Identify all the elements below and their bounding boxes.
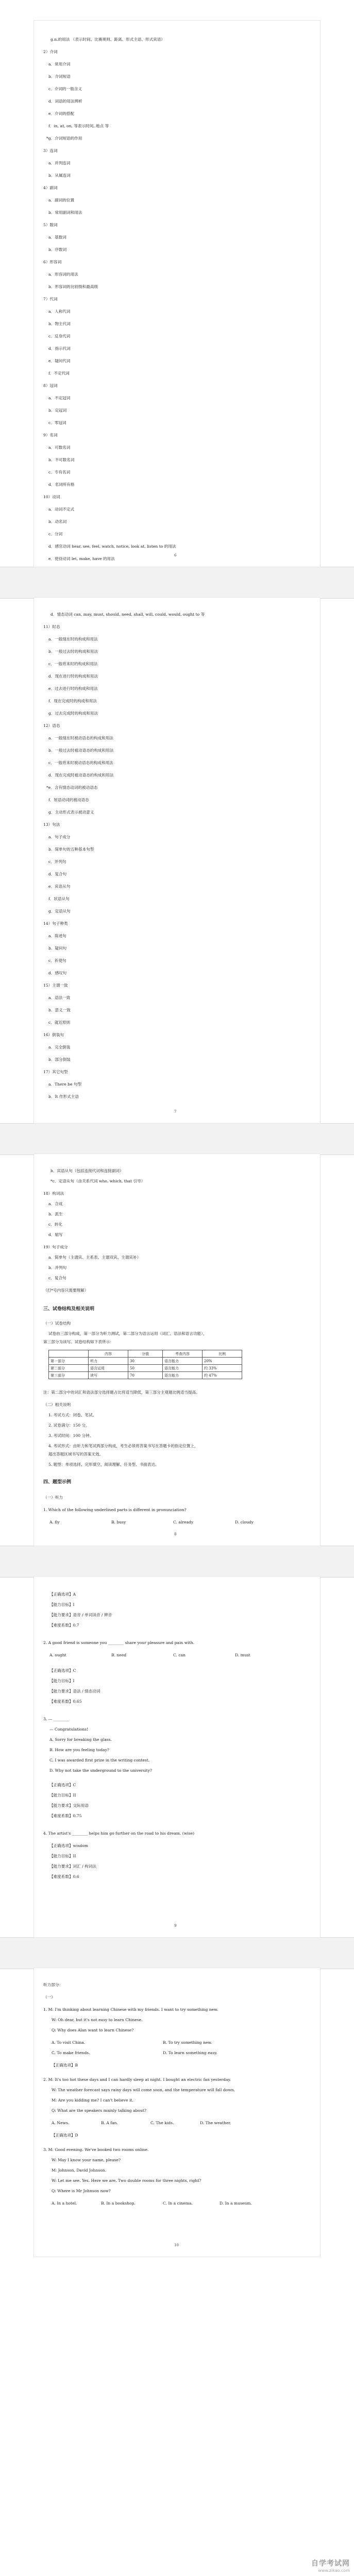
table-cell: 第一部分	[49, 1358, 89, 1365]
text-line: A. News.	[52, 2121, 70, 2125]
page-number: 6	[174, 553, 177, 557]
table-row	[49, 1372, 242, 1379]
text-line: — Congratulations!	[49, 1727, 89, 1732]
text-line: 14）句子种类	[43, 921, 68, 926]
page-number: 7	[174, 1110, 177, 1114]
text-line: c．专有名词	[48, 470, 71, 474]
text-line: b．形容词的比较级和最高级	[48, 284, 98, 289]
text-line: d．感官动词 hear, see, feel, watch, notice, look at, listen to 的用法	[48, 544, 176, 549]
text-line: 3. M: Good evening. We've booked two rooms online.	[43, 2147, 149, 2152]
table-cell: 第二部分	[49, 1365, 89, 1372]
text-line: 【能力目标】I	[49, 1679, 75, 1683]
table-cell: 语言能力	[163, 1358, 203, 1365]
text-line: 16）倒装句	[43, 1032, 64, 1037]
document-page	[34, 598, 320, 1123]
text-line: f．现在完成时的构成和用法	[48, 699, 97, 703]
text-line: b．动名词	[48, 519, 67, 524]
text-line: a．语法一致	[48, 995, 71, 1000]
text-line: a．一般现在时被动语态的构成和用法	[48, 736, 114, 740]
table-cell: 50	[128, 1365, 163, 1372]
watermark-text: 自学考试网	[311, 2560, 350, 2568]
text-line: e．使役动词 let, make, have 的用法	[48, 556, 115, 561]
text-line: 【难度系数】0.6	[49, 1874, 79, 1879]
text-line: f．状语从句	[48, 896, 70, 901]
text-line: （一）	[43, 1995, 55, 1999]
page-separator	[0, 1546, 354, 1578]
text-line: W: Oh dear, but it's not easy to learn Chinese.	[52, 2018, 143, 2022]
text-line: 听力部分：	[43, 1982, 63, 1987]
table-header-cell: 考查内容	[163, 1350, 203, 1358]
text-line: （二）相关说明	[43, 1402, 71, 1407]
text-line: d．缩写	[48, 1232, 63, 1237]
text-line: 【难度系数】0.75	[49, 1814, 82, 1818]
text-line: 5）数词	[43, 223, 58, 227]
table-row	[49, 1365, 242, 1372]
text-line: D. must	[235, 1653, 250, 1657]
page-separator	[0, 1123, 354, 1155]
text-line: A. fly	[49, 1520, 60, 1524]
text-line: 17）其它句型	[43, 1070, 68, 1074]
text-line: b．并列句	[48, 1265, 67, 1270]
text-line: c．一般将来时的构成和用法	[48, 662, 98, 666]
text-line: a．句子成分	[48, 835, 71, 839]
text-line: 4. The artist's ________ helps him go further on the road to his dream. (wise)	[43, 1831, 195, 1836]
table-header-row	[49, 1350, 242, 1358]
text-line: 【正确选项】B	[52, 2063, 78, 2067]
text-line: 9）名词	[43, 433, 58, 437]
text-line: 【能力要求】语音 / 单词读音 / 辨音	[49, 1613, 112, 1617]
text-line: e．介词的搭配	[48, 111, 75, 116]
exam-structure-table	[48, 1350, 242, 1379]
text-line: 8）冠词	[43, 383, 58, 388]
text-line: 【正确选项】C	[49, 1668, 76, 1673]
text-line: 【能力要求】词汇 / 构词法	[49, 1864, 96, 1869]
text-line: 7）代词	[43, 297, 58, 301]
text-line: b．介词短语	[48, 74, 71, 79]
text-line: b．简单句的五种基本句型	[48, 847, 94, 852]
text-line: f．不定代词	[48, 371, 70, 376]
text-line: a．并列连词	[48, 161, 71, 165]
text-line: 3）连词	[43, 148, 58, 153]
text-line: *g．介词短语的作用	[46, 136, 82, 141]
text-line: d．情态动词 can, may, must, should, need, shall, will, could, would, ought to 等	[50, 612, 205, 617]
table-cell: 读写	[89, 1372, 128, 1379]
document-page	[34, 21, 320, 567]
text-line: A. ought	[49, 1653, 66, 1657]
text-line: a．陈述句	[48, 934, 66, 938]
text-line: Q: What are the speakers mainly talking about?	[52, 2108, 146, 2113]
text-line: a．副词的位置	[48, 198, 75, 202]
text-line: B. How are you feeling today?	[49, 1748, 109, 1752]
text-line: 【正确选项】D	[52, 2133, 78, 2138]
text-line: W: The weather forecast says rainy days will come soon, and the temperature will fall down.	[52, 2088, 235, 2092]
text-line: c．一般将来时被动语态的构成和用法	[48, 760, 113, 765]
text-line: 【正确选项】C	[49, 1783, 76, 1787]
page-separator	[0, 1937, 354, 1969]
text-line: d．名词所有格	[48, 482, 75, 487]
table-cell: 约 47%	[203, 1372, 242, 1379]
watermark-url: www.zikao.com	[318, 2568, 350, 2573]
text-line: e．宾语从句	[48, 884, 71, 889]
text-line: D. In a museum.	[220, 2201, 252, 2206]
text-line: C. I was awarded first prize in the writing contest.	[49, 1758, 150, 1762]
text-line: （一）试卷结构	[43, 1321, 71, 1326]
text-line: f．in, at, on, 等表示时间, 地点 等	[48, 124, 109, 128]
text-line: b．一般过去时的构成和用法	[48, 649, 98, 654]
page-number: 8	[174, 1532, 177, 1536]
text-line: b．物主代词	[48, 321, 71, 326]
text-line: c．转化	[48, 1222, 63, 1227]
text-line: b．不可数名词	[48, 457, 75, 462]
table-header-cell: 分值	[128, 1350, 163, 1358]
text-line: g．主动形式表示被动意义	[48, 810, 94, 815]
text-line: d．词语的用法辨析	[48, 99, 82, 104]
text-line: 试卷由三部分构成，第一部分为听力测试，第二部分为语言运用（词汇、语法和语言功能），	[48, 1331, 207, 1336]
text-line: 11）时态	[43, 624, 60, 629]
text-line: b．常用副词和用法	[48, 210, 82, 215]
text-line: 【能力目标】II	[49, 1793, 76, 1798]
text-line: 5. 题型：单项选择、完形填空、阅读理解、任务型、书面表达。	[48, 1462, 159, 1467]
text-line: a．形容词的用法	[48, 272, 78, 277]
text-line: 4）副词	[43, 185, 58, 190]
text-line: b．部分倒装	[48, 1057, 71, 1062]
text-line: f．短语动词的被动语态	[48, 798, 89, 802]
text-line: B. To try something new.	[163, 2040, 212, 2045]
text-line: W: Let me see. Yes. Here we are. Two double rooms for three nights, right?	[52, 2178, 201, 2183]
text-line: B. busy	[111, 1520, 126, 1524]
text-line: 10）动词	[43, 495, 60, 499]
table-cell: 第三部分	[49, 1372, 89, 1379]
text-line: 19）句子成分	[43, 1245, 68, 1249]
table-cell: 70	[128, 1372, 163, 1379]
text-line: a．一般现在时的构成和用法	[48, 637, 98, 641]
text-line: d．现在完成时被动语态的构成和用法	[48, 773, 114, 777]
text-line: B. A fan.	[101, 2121, 118, 2125]
text-line: *c．定语从句（由关系代词 who, which, that 引导）	[50, 1179, 145, 1183]
text-line: A. Sorry for breaking the glass.	[49, 1737, 112, 1742]
text-line: a．There be 句型	[48, 1082, 82, 1087]
text-line: b．派生	[48, 1212, 63, 1216]
text-line: D. cloudy	[235, 1520, 254, 1524]
table-header-cell: 内容	[89, 1350, 128, 1358]
text-line: C. The kids.	[150, 2121, 174, 2125]
text-line: 【正确选项】wisdom	[49, 1843, 89, 1848]
text-line: a．简单句（主谓宾、主系表、主谓双宾、主谓宾补）	[48, 1255, 141, 1260]
text-line: e．疑问代词	[48, 359, 71, 363]
table-cell: 语言运用	[89, 1365, 128, 1372]
text-line: g．过去完成时的构成和用法	[48, 711, 98, 716]
text-line: d．现在进行时的构成和用法	[48, 674, 98, 679]
text-line: D. To learn something easy.	[163, 2050, 217, 2055]
text-line: b．意义一致	[48, 1008, 71, 1012]
text-line: 【正确选项】A	[49, 1592, 76, 1597]
text-line: C. can	[173, 1653, 186, 1657]
text-line: （打*号内容只需要理解）	[43, 1288, 89, 1293]
text-line: g.n.的用法 （表示时间、比赛规则、距离、形式主语、形式宾语）	[50, 37, 165, 42]
table-header-cell	[49, 1350, 89, 1358]
text-line: A. To visit China.	[52, 2040, 86, 2045]
table-cell: 约 33%	[203, 1365, 242, 1372]
text-line: M: Johnson, David Johnson.	[52, 2168, 107, 2173]
text-line: c．反身代词	[48, 334, 71, 338]
text-line: b．一般过去时被动语态的构成和用法	[48, 748, 114, 753]
text-line: d．指示代词	[48, 346, 71, 351]
text-line: D. Why not take the underground to the university?	[49, 1768, 153, 1773]
text-line: 【能力要求】语法 / 情态动词	[49, 1689, 100, 1693]
text-line: a．基数词	[48, 235, 66, 240]
text-line: c．介词的一般含义	[48, 87, 82, 91]
text-line: 2. 试卷满分：150 分。	[48, 1423, 90, 1428]
page-number: 10	[174, 2243, 179, 2247]
text-line: C. already	[173, 1520, 194, 1524]
text-line: b．定冠词	[48, 408, 67, 413]
table-cell: 语言能力	[163, 1365, 203, 1372]
text-line: 2）介词	[43, 49, 58, 54]
text-line: b．疑问句	[48, 946, 67, 951]
text-line: B. need	[111, 1653, 127, 1657]
text-line: 18）构词法	[43, 1191, 64, 1196]
text-line: 2. M: It's too hot these days and I can hardly sleep at night. I bought an electric fan yesterday.	[43, 2077, 231, 2082]
text-line: 第三部分为读写。试卷结构如下表所示：	[43, 1340, 114, 1344]
text-line: b．It 作形式主语	[48, 1094, 79, 1099]
text-line: 1. 考试方式：闭卷、笔试。	[48, 1413, 97, 1417]
text-line: a．可数名词	[48, 445, 71, 450]
text-line: 4. 考试形式：由听力和笔试两部分构成，考生必须将答案书写在答题卡的指定位置上，	[48, 1444, 198, 1448]
text-line: d．复合句	[48, 872, 67, 876]
table-cell: 语言能力	[163, 1372, 203, 1379]
text-line: a．不定冠词	[48, 396, 71, 400]
text-line: b．序数词	[48, 247, 67, 252]
text-line: a．动词不定式	[48, 507, 75, 512]
document-page	[34, 1154, 320, 1546]
text-line: 【能力目标】I	[49, 1602, 75, 1607]
text-line: c．祈使句	[48, 958, 66, 963]
text-line: 【难度系数】0.65	[49, 1699, 82, 1704]
text-line: M: Are you kidding me? I can't believe it.	[52, 2098, 133, 2103]
text-line: e．过去进行时的构成和用法	[48, 686, 98, 691]
text-line: d．感叹句	[48, 971, 67, 975]
text-line: *e．含有情态动词的被动语态	[46, 785, 98, 790]
text-line: 1. M: I'm thinking about learning Chinese with my friends. I want to try something new.	[43, 2007, 218, 2012]
text-line: Q: Where is Mr Johnson now?	[52, 2189, 111, 2193]
text-line: C. To make friends.	[52, 2050, 90, 2055]
text-line: D. The weather.	[200, 2121, 231, 2125]
text-line: （一）听力	[43, 1495, 63, 1500]
text-line: A. In a hotel.	[52, 2201, 77, 2206]
text-line: B. In a bookshop.	[101, 2201, 136, 2206]
document-page	[34, 1577, 320, 1937]
text-line: c．就近原则	[48, 1020, 71, 1025]
page-number: 9	[174, 1924, 177, 1928]
text-line: b．宾语从句（包括连接代词和连接副词）	[50, 1168, 124, 1173]
text-line: c．零冠词	[48, 420, 66, 425]
text-line: c．分词	[48, 532, 63, 536]
text-line: 【能力要求】交际用语	[49, 1803, 89, 1808]
table-cell: 20%	[203, 1358, 242, 1365]
text-line: a．人称代词	[48, 309, 71, 314]
text-line: g．定语从句	[48, 909, 71, 913]
table-header-cell: 比例	[203, 1350, 242, 1358]
text-line: a．合成	[48, 1201, 63, 1206]
text-line: 【能力目标】II	[49, 1854, 76, 1858]
text-line: 3. 考试时间：100 分钟。	[48, 1433, 94, 1438]
text-line: 6）形容词	[43, 260, 62, 264]
text-line: c．并列句	[48, 859, 66, 864]
section-heading: 四、题型示例	[43, 1480, 72, 1485]
text-line: b．从属连词	[48, 173, 71, 178]
text-line: 【难度系数】0.7	[49, 1623, 79, 1628]
text-line: W: May I know your name, please?	[52, 2158, 121, 2162]
page-separator	[0, 567, 354, 599]
table-row	[49, 1358, 242, 1365]
text-line: 15）主谓一致	[43, 983, 68, 988]
document-page	[34, 1968, 320, 2257]
text-line: 13）句法	[43, 822, 60, 827]
text-line: c．复合句	[48, 1276, 66, 1280]
text-line: 12）语态	[43, 723, 60, 728]
text-line: C. In a cinema.	[163, 2201, 193, 2206]
text-line: 注：第二部分中的词汇和语法部分选择题占比将适当降低，第三部分主观题比例适当提高。	[43, 1390, 200, 1395]
watermark	[311, 2558, 350, 2573]
text-line: a．常用介词	[48, 62, 71, 66]
table-cell: 听力	[89, 1358, 128, 1365]
section-heading: 三、试卷结构及相关说明	[43, 1307, 95, 1312]
text-line: 超出答题区域书写的答案无效。	[48, 1452, 104, 1456]
text-line: 1. Which of the following underlined parts is different in pronunciation?	[43, 1507, 187, 1512]
text-line: a．完全倒装	[48, 1045, 71, 1049]
table-cell: 30	[128, 1358, 163, 1365]
text-line: Q: Why does Alan want to learn Chinese?	[52, 2028, 134, 2032]
text-line: 3. — ________	[43, 1717, 70, 1721]
text-line: 2. A good friend is someone you ________ share your pleasure and pain with.	[43, 1640, 194, 1645]
